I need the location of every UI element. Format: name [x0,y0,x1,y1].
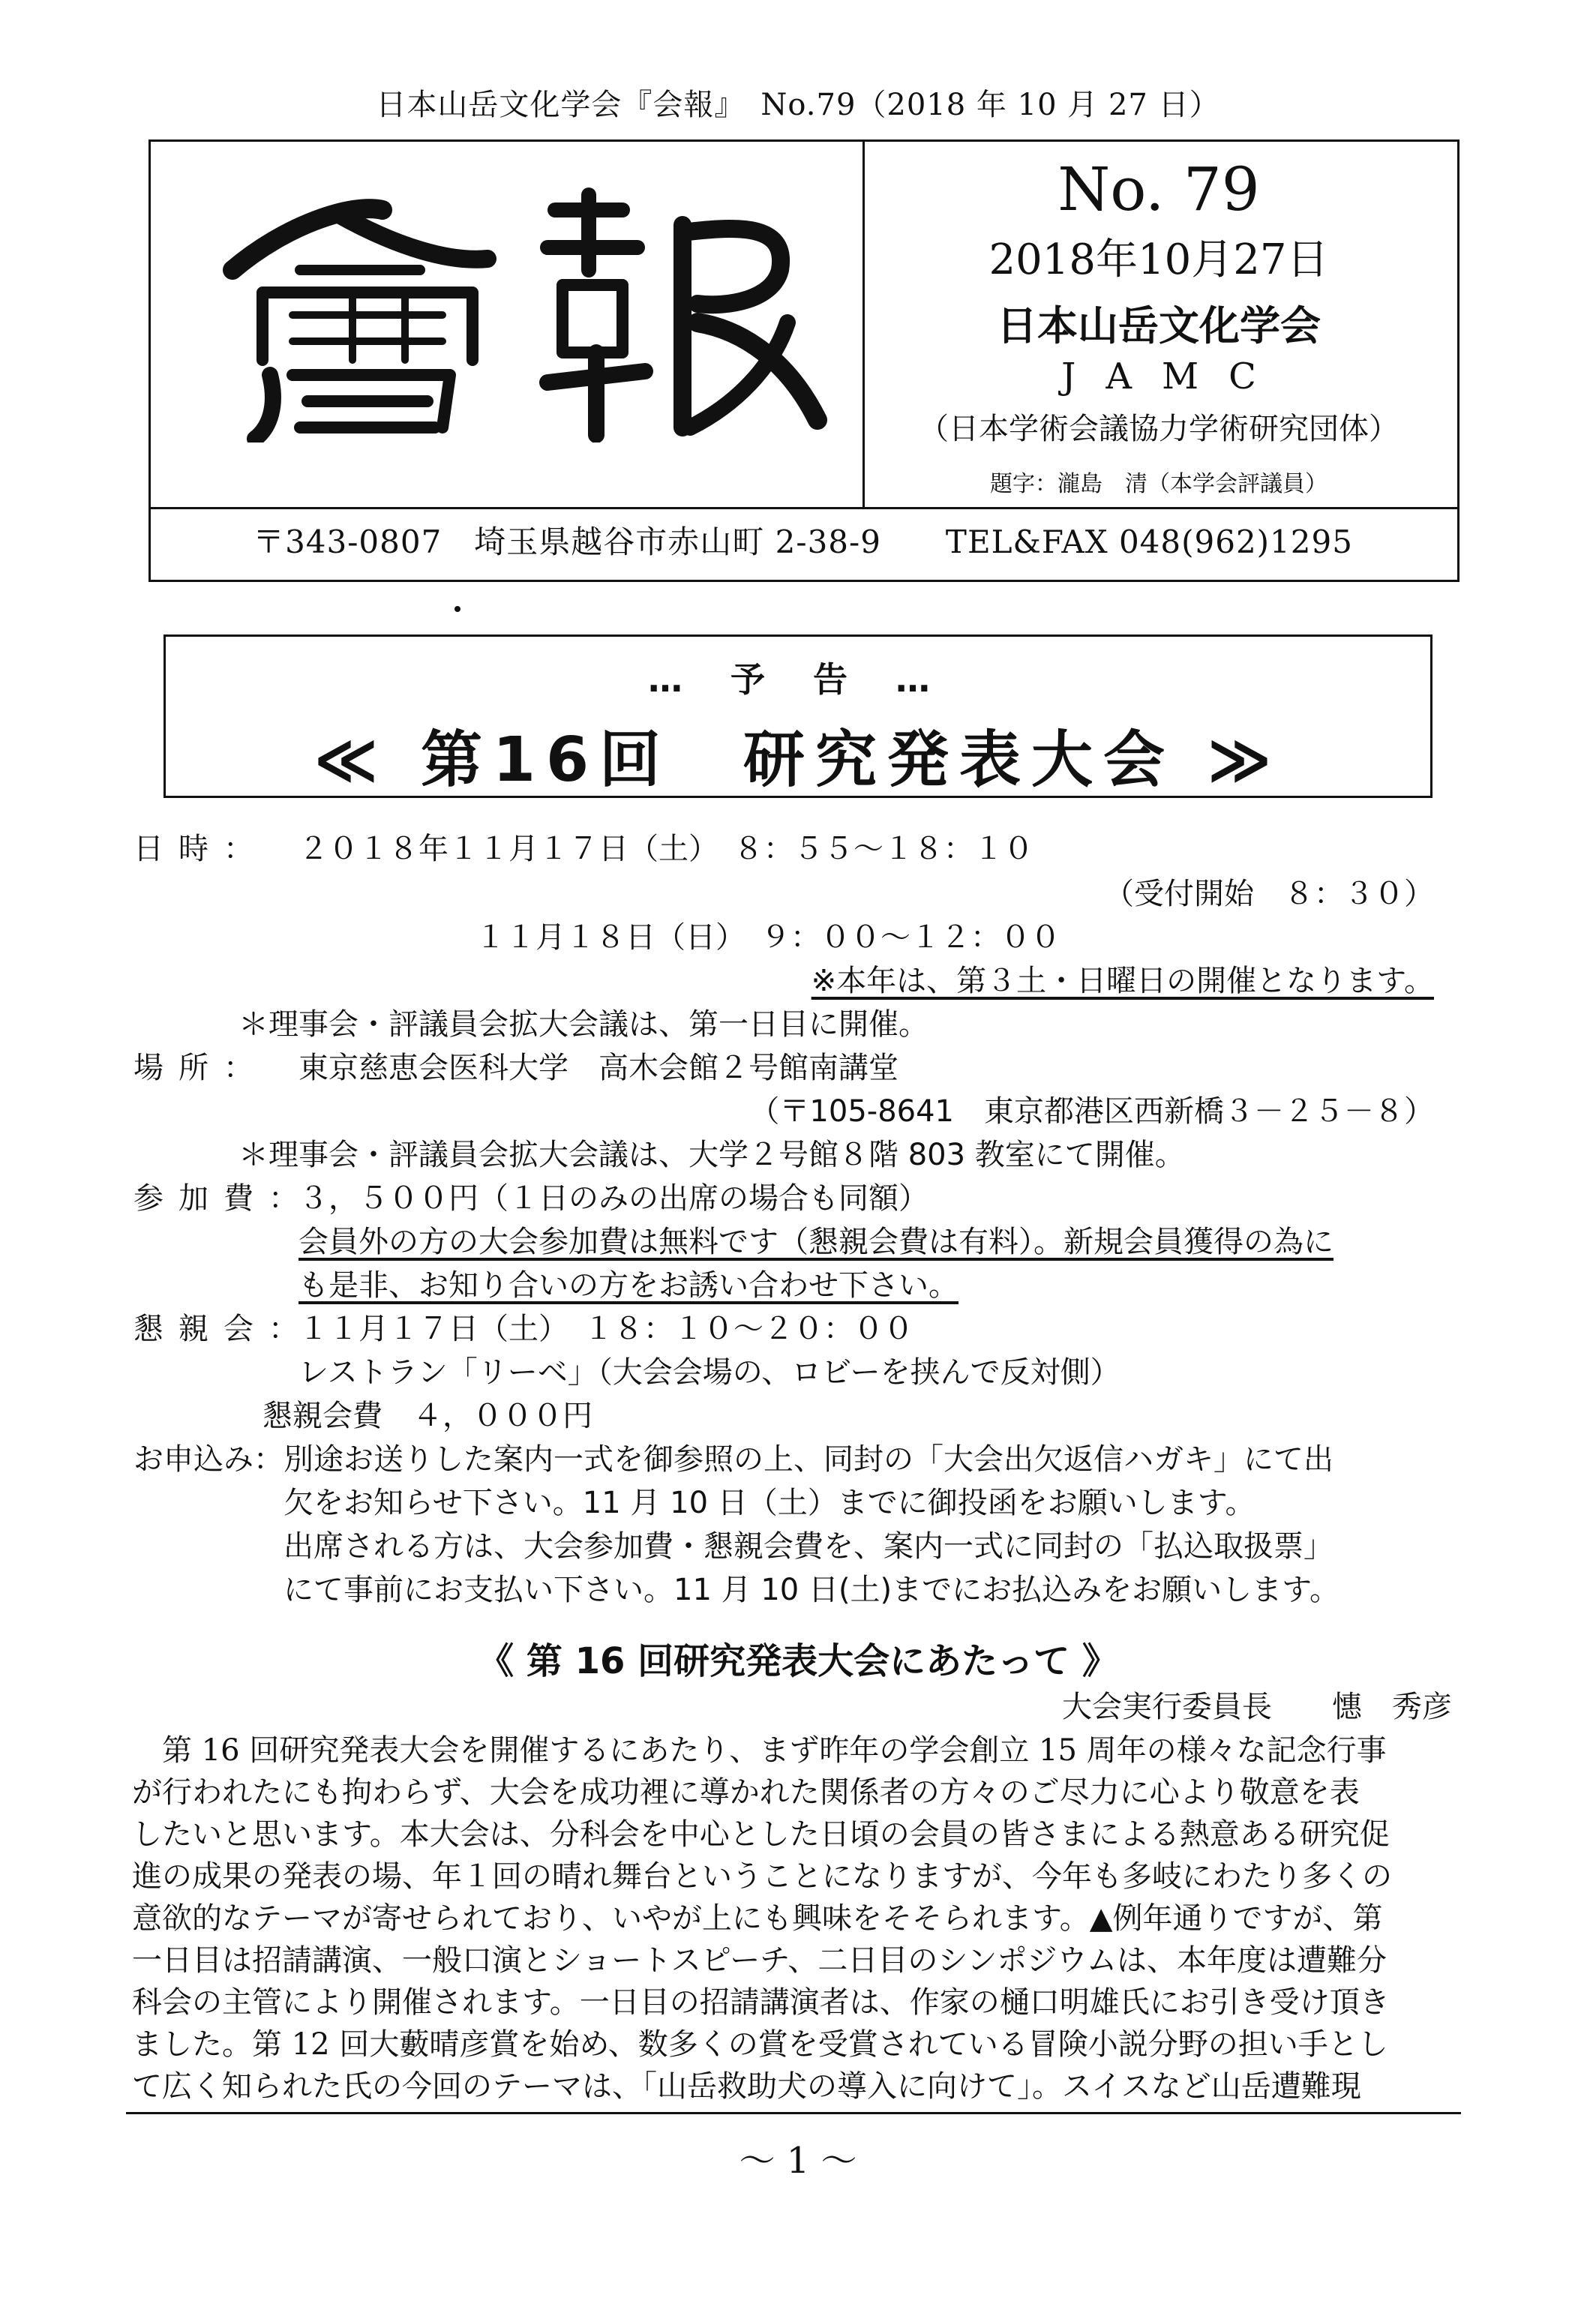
detail-reception: （受付開始 ８：３０） [1104,877,1434,911]
page-number: 〜 1 〜 [739,2140,857,2182]
article-line: が行われたにも拘わらず、大会を成功裡に導かれた関係者の方々のご尽力に心より敬意を表 [132,1775,1360,1810]
detail-value: 東京慈恵会医科大学 高木会館２号館南講堂 [298,1051,898,1085]
detail-label: お申込み： [134,1442,284,1477]
detail-apply-line: 出席される方は、大会参加費・懇親会費を、案内一式に同封の「払込取扱票」 [284,1529,1334,1564]
detail-label: 日時： [134,832,268,866]
announcement-title: ≪ 第16回 研究発表大会 ≫ [314,724,1282,796]
stray-dot [454,606,460,612]
detail-value: 別途お送りした案内一式を御参照の上、同封の「大会出欠返信ハガキ」にて出 [284,1442,1334,1477]
contact-address: 〒343-0807 埼玉県越谷市赤山町 2-38-9 TEL&FAX 048(962)1295 [253,524,1353,560]
masthead-divider [148,507,1457,509]
calligraphy-logo [202,180,832,442]
detail-label: 懇親会： [134,1312,314,1346]
detail-apply-line: 欠をお知らせ下さい。11 月 10 日（土）までに御投函をお願いします。 [284,1486,1256,1520]
article-line: したいと思います。本大会は、分科会を中心とした日頃の会員の皆さまによる熱意ある研究促 [132,1817,1390,1852]
detail-apply-line: にて事前にお支払い下さい。11 月 10 日(土)までにお払込みをお願いします。 [284,1573,1340,1607]
article-line: 一日目は招請講演、一般口演とショートスピーチ、二日目のシンポジウムは、本年度は遭難分 [132,1943,1387,1978]
detail-party-place: レストラン「リーベ」（大会会場の、ロビーを挟んで反対側） [298,1355,1120,1390]
detail-datetime-note: ※本年は、第３土・日曜日の開催となります。 [811,964,1434,998]
announcement-kicker: … 予 告 … [647,659,949,700]
article-line: 科会の主管により開催されます。一日目の招請講演者は、作家の樋口明雄氏にお引き受け頂き [132,1985,1390,2020]
society-name: 日本山岳文化学会 [997,302,1321,350]
detail-value: ２０１８年１１月１７日（土） ８：５５〜１８：１０ [298,832,1034,866]
society-affiliation: （日本学術会議協力学術研究団体） [919,412,1399,446]
detail-venue-address: （〒105-8641 東京都港区西新橋３－２５－８） [749,1094,1434,1129]
detail-label: 参加費： [134,1181,314,1216]
detail-value: ３，５００円（１日のみの出席の場合も同額） [298,1181,928,1216]
running-header: 日本山岳文化学会『会報』 No.79（2018 年 10 月 27 日） [376,88,1220,122]
detail-fee-note: 会員外の方の大会参加費は無料です（懇親会費は有料）。新規会員獲得の為に [298,1225,1334,1259]
detail-board-note: ＊理事会・評議員会拡大会議は、大学２号館８階 803 教室にて開催。 [238,1138,1185,1172]
article-line: て広く知られた氏の今回のテーマは、「山岳救助犬の導入に向けて」。スイスなど山岳遭難現 [132,2069,1361,2104]
detail-label: 場所： [134,1051,268,1085]
footer-rule [126,2112,1461,2114]
detail-day2: １１月１８日（日） ９：００〜１２：００ [476,920,1060,955]
article-line: 進の成果の発表の場、年１回の晴れ舞台ということになりますが、今年も多岐にわたり多くの [132,1859,1392,1894]
article-author: 大会実行委員長 憓 秀彦 [1062,1690,1452,1724]
calligrapher-credit: 題字：瀧島 清（本学会評議員） [990,471,1328,497]
society-abbreviation: JAMC [1061,356,1286,398]
detail-value: １１月１７日（土） １８：１０〜２０：００ [298,1312,914,1346]
article-line: 第 16 回研究発表大会を開催するにあたり、まず昨年の学会創立 15 周年の様々な記念行事 [132,1733,1387,1768]
article-line: 意欲的なテーマが寄せられており、いやが上にも興味をそそられます。▲例年通りですが、第 [132,1901,1383,1936]
article-line: ました。第 12 回大藪晴彦賞を始め、数多くの賞を受賞されている冒険小説分野の担い手とし [132,2027,1388,2062]
detail-board-note: ＊理事会・評議員会拡大会議は、第一日目に開催。 [238,1007,928,1042]
detail-party-fee: 懇親会費 ４，０００円 [262,1399,592,1433]
issue-number: No. 79 [1058,154,1260,224]
article-heading: 《 第 16 回研究発表大会にあたって 》 [478,1640,1118,1682]
issue-date: 2018年10月27日 [988,236,1329,284]
detail-fee-note: も是非、お知り合いの方をお誘い合わせ下さい。 [298,1268,958,1303]
